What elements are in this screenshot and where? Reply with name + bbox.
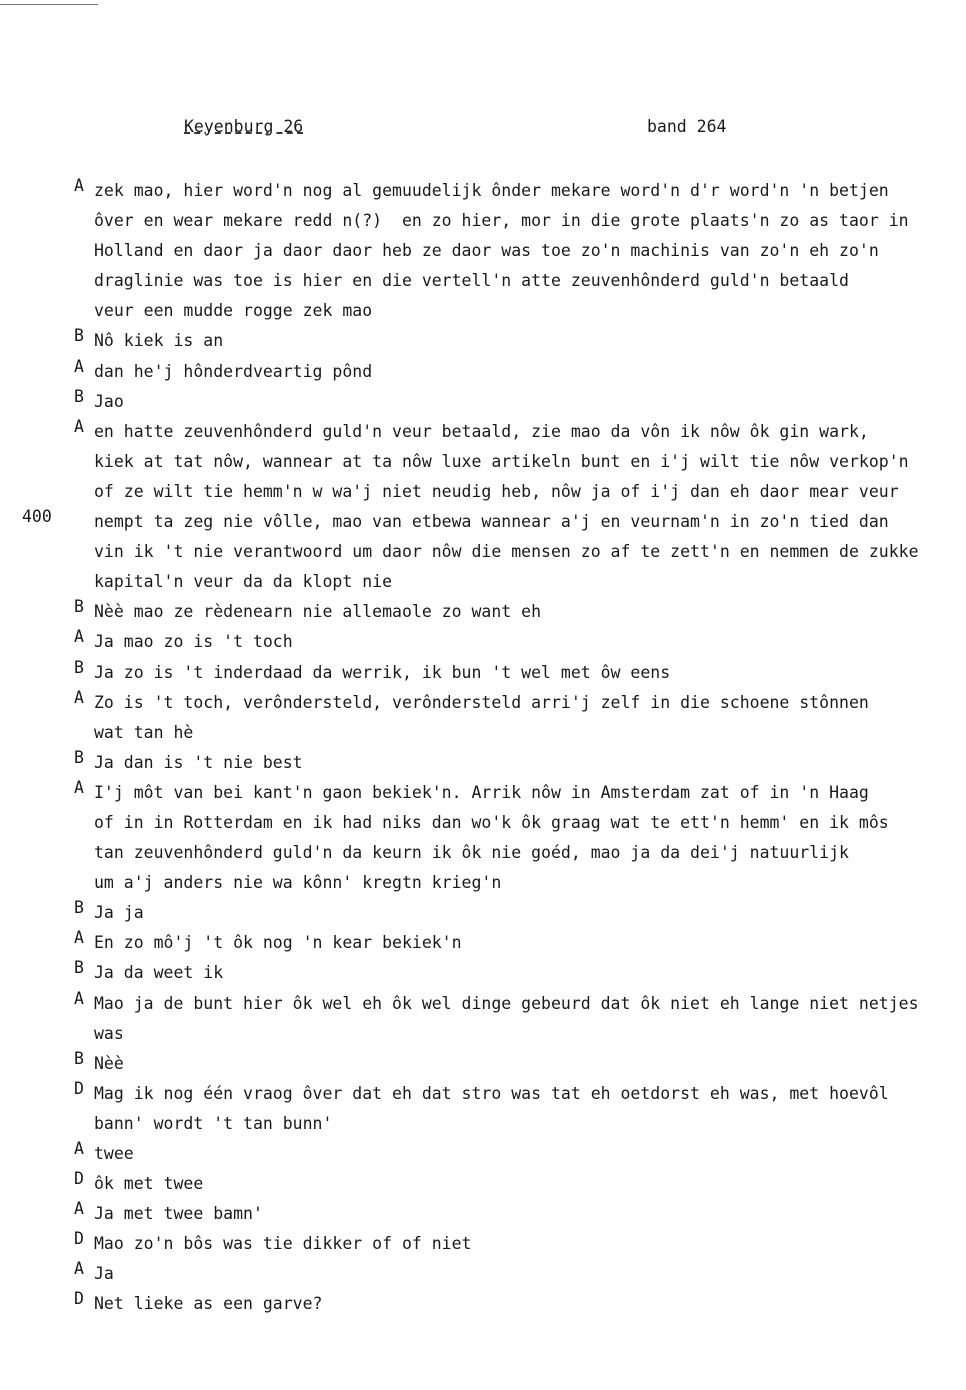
transcript-line: Mao ja de bunt hier ôk wel eh ôk wel dinge gebeurd dat ôk niet eh lange niet netjes xyxy=(94,993,919,1013)
transcript-line: ôver en wear mekare redd n(?) en zo hier, mor in die grote plaats'n zo as taor in xyxy=(94,211,909,231)
transcript-line: Nô kiek is an xyxy=(94,331,224,351)
transcript-line: bann' wordt 't tan bunn' xyxy=(94,1113,333,1133)
transcript-turn xyxy=(74,387,944,417)
speaker-label: D xyxy=(74,1169,84,1189)
speaker-label: A xyxy=(74,687,84,707)
transcript-turn xyxy=(74,1079,944,1139)
transcript-turn xyxy=(74,627,944,657)
header-tape: band 264 xyxy=(647,117,727,136)
transcript-line: was xyxy=(94,1023,124,1043)
transcript-line: En zo mô'j 't ôk nog 'n kear bekiek'n xyxy=(94,933,462,953)
transcript-line: Nèè mao ze rèdenearn nie allemaole zo want eh xyxy=(94,602,542,622)
transcript-turn xyxy=(74,1169,944,1199)
top-rule xyxy=(0,4,98,5)
transcript-line: tan zeuvenhônderd guld'n da keurn ik ôk nie goéd, mao ja da dei'j natuurlijk xyxy=(94,843,849,863)
transcript-turn xyxy=(74,1199,944,1229)
transcript-turn xyxy=(74,1289,944,1319)
speaker-label: A xyxy=(74,627,84,647)
transcript-turn xyxy=(74,1049,944,1079)
transcript-turn xyxy=(74,688,944,748)
transcript-turn xyxy=(74,958,944,988)
transcript-turn xyxy=(74,989,944,1049)
speaker-label: B xyxy=(74,386,84,406)
speaker-label: B xyxy=(74,597,84,617)
transcript-line: of in in Rotterdam en ik had niks dan wo'k ôk graag wat te ett'n hemm' en ik môs xyxy=(94,812,889,832)
transcript-line: kapital'n veur da da klopt nie xyxy=(94,572,393,592)
transcript-line: Zo is 't toch, verôndersteld, verôndersteld arri'j zelf in die schoene stônnen xyxy=(94,692,869,712)
speaker-label: B xyxy=(74,326,84,346)
header-title: Keyenburg 26 xyxy=(184,117,304,136)
speaker-label: B xyxy=(74,958,84,978)
transcript-line: of ze wilt tie hemm'n w wa'j niet neudig heb, nôw ja of i'j dan eh daor mear veur xyxy=(94,481,899,501)
speaker-label: A xyxy=(74,988,84,1008)
speaker-label: A xyxy=(74,928,84,948)
speaker-label: A xyxy=(74,1259,84,1279)
transcript-line: wat tan hè xyxy=(94,722,194,742)
transcript-line: Ja mao zo is 't toch xyxy=(94,632,293,652)
transcript-turn xyxy=(74,748,944,778)
transcript-line: kiek at tat nôw, wannear at ta nôw luxe artikeln bunt en i'j wilt tie nôw verkop'n xyxy=(94,451,909,471)
transcript-turn xyxy=(74,1259,944,1289)
transcript-line: dan he'j hônderdveartig pônd xyxy=(94,361,373,381)
speaker-label: B xyxy=(74,898,84,918)
transcript-turn xyxy=(74,357,944,387)
transcript-line: veur een mudde rogge zek mao xyxy=(94,301,373,321)
transcript-turn xyxy=(74,898,944,928)
speaker-label: D xyxy=(74,1229,84,1249)
transcript-turn xyxy=(22,416,944,598)
transcript-line: Jao xyxy=(94,391,124,411)
transcript-line: Nèè xyxy=(94,1053,124,1073)
transcript xyxy=(22,176,944,1320)
speaker-label: A xyxy=(74,1199,84,1219)
transcript-line: nempt ta zeg nie vôlle, mao van etbewa wannear a'j en veurnam'n in zo'n tied dan xyxy=(94,512,889,532)
speaker-label: B xyxy=(74,747,84,767)
transcript-line: Ja da weet ik xyxy=(94,963,224,983)
transcript-turn xyxy=(74,326,944,356)
transcript-turn xyxy=(74,176,944,326)
transcript-line: twee xyxy=(94,1144,134,1163)
transcript-line: Mag ik nog één vraog ôver dat eh dat stro was tat eh oetdorst eh was, met hoevôl xyxy=(94,1083,889,1103)
speaker-label: B xyxy=(74,657,84,677)
transcript-line: I'j môt van bei kant'n gaon bekiek'n. Arrik nôw in Amsterdam zat of in 'n Haag xyxy=(94,782,869,802)
transcript-turn xyxy=(74,928,944,958)
speaker-label: B xyxy=(74,1048,84,1068)
transcript-line: Ja ja xyxy=(94,903,144,923)
transcript-turn xyxy=(74,658,944,688)
transcript-turn xyxy=(74,597,944,627)
speaker-label: A xyxy=(74,176,84,195)
transcript-line: Net lieke as een garve? xyxy=(94,1294,323,1314)
transcript-turn xyxy=(74,1139,944,1169)
transcript-line: en hatte zeuvenhônderd guld'n veur betaald, zie mao da vôn ik nôw ôk gin wark, xyxy=(94,421,869,441)
transcript-line: Mao zo'n bôs was tie dikker of of niet xyxy=(94,1234,472,1254)
speaker-label: A xyxy=(74,1139,84,1158)
transcript-line: Holland en daor ja daor daor heb ze daor was toe zo'n machinis van zo'n eh zo'n xyxy=(94,241,879,261)
transcript-turn xyxy=(74,778,944,898)
margin-line-number: 400 xyxy=(22,507,52,527)
transcript-line: ôk met twee xyxy=(94,1174,204,1194)
speaker-label: A xyxy=(74,356,84,376)
speaker-label: A xyxy=(74,416,84,436)
transcript-line: Ja zo is 't inderdaad da werrik, ik bun 't wel met ôw eens xyxy=(94,662,671,682)
transcript-line: vin ik 't nie verantwoord um daor nôw die mensen zo af te zett'n en nemmen de zukke xyxy=(94,542,919,562)
transcript-line: um a'j anders nie wa kônn' kregtn krieg'n xyxy=(94,873,502,893)
transcript-turn xyxy=(74,1229,944,1259)
transcript-line: Ja met twee bamn' xyxy=(94,1204,263,1224)
speaker-label: D xyxy=(74,1078,84,1098)
transcript-line: Ja dan is 't nie best xyxy=(94,752,303,772)
speaker-label: D xyxy=(74,1289,84,1309)
transcript-line: Ja xyxy=(94,1264,114,1284)
transcript-line: draglinie was toe is hier en die vertell'n atte zeuvenhônderd guld'n betaald xyxy=(94,271,849,291)
speaker-label: A xyxy=(74,777,84,797)
transcript-line: zek mao, hier word'n nog al gemuudelijk ônder mekare word'n d'r word'n 'n betjen xyxy=(94,181,889,200)
